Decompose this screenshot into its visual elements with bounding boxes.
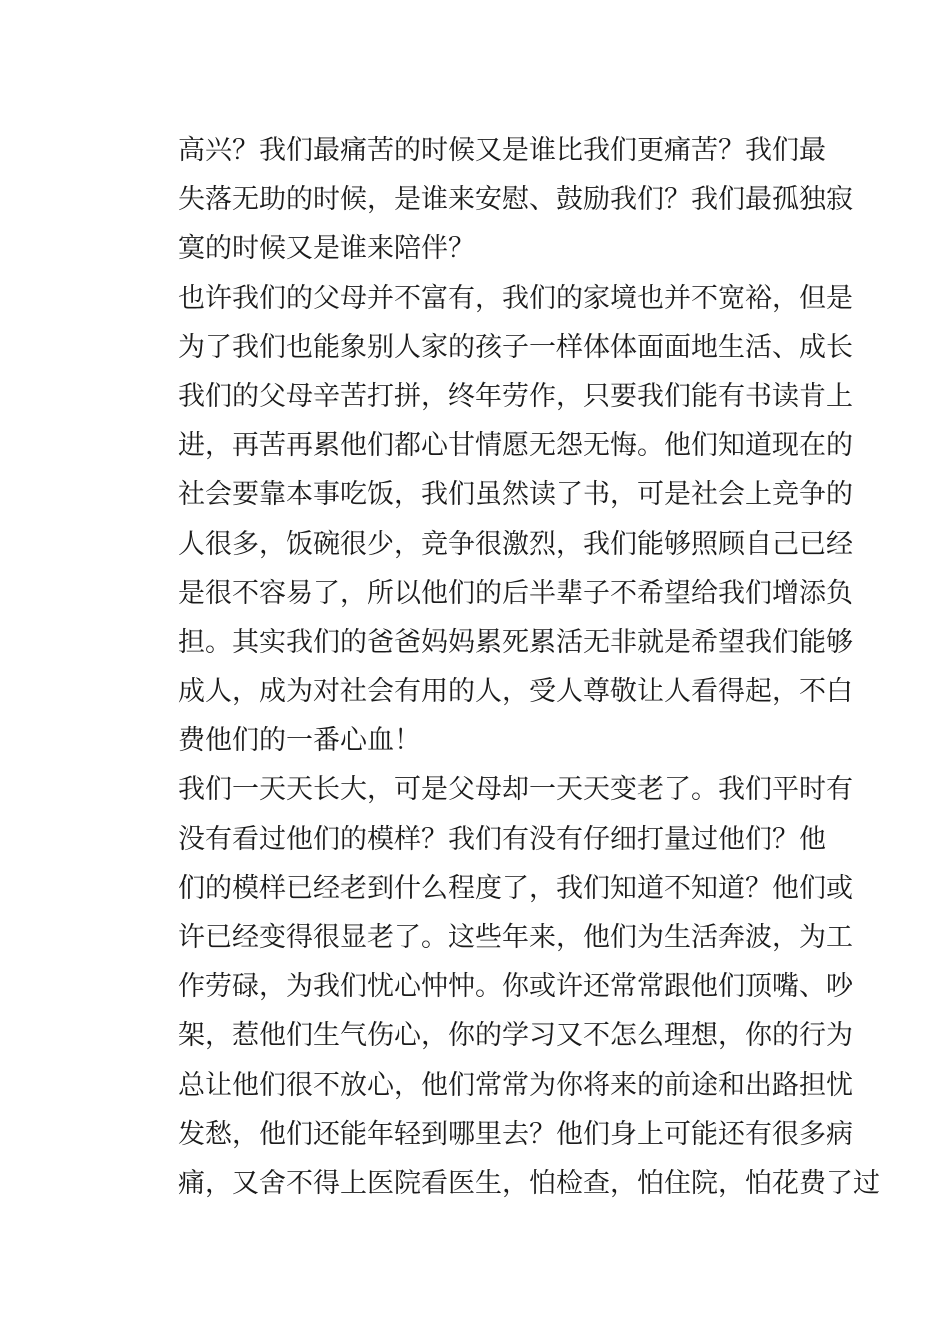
text-line: 发愁，他们还能年轻到哪里去？他们身上可能还有很多病 <box>178 1118 853 1150</box>
text-line: 也许我们的父母并不富有，我们的家境也并不宽裕，但是 <box>178 282 853 314</box>
text-line: 费他们的一番心血！ <box>178 725 421 757</box>
text-line: 们的模样已经老到什么程度了，我们知道不知道？他们或 <box>178 872 853 904</box>
text-line: 失落无助的时候，是谁来安慰、鼓励我们？我们最孤独寂 <box>178 184 853 216</box>
text-line: 许已经变得很显老了。这些年来，他们为生活奔波，为工 <box>178 922 853 953</box>
text-line: 人很多，饭碗很少，竞争很激烈，我们能够照顾自己已经 <box>178 528 853 560</box>
text-line: 我们的父母辛苦打拼，终年劳作，只要我们能有书读肯上 <box>178 380 853 412</box>
text-line: 架，惹他们生气伤心，你的学习又不怎么理想，你的行为 <box>178 1020 853 1052</box>
text-line: 为了我们也能象别人家的孩子一样体体面面地生活、成长 <box>178 331 853 363</box>
text-line: 总让他们很不放心，他们常常为你将来的前途和出路担忧 <box>178 1069 853 1101</box>
text-line: 成人，成为对社会有用的人，受人尊敬让人看得起，不白 <box>178 676 853 708</box>
text-line: 高兴？我们最痛苦的时候又是谁比我们更痛苦？我们最 <box>178 135 826 166</box>
text-line: 痛，又舍不得上医院看医生，怕检查，怕住院，怕花费了过 <box>178 1167 880 1199</box>
text-line: 寞的时候又是谁来陪伴？ <box>178 233 475 265</box>
text-line: 进，再苦再累他们都心甘情愿无怨无悔。他们知道现在的 <box>178 430 853 462</box>
text-line: 作劳碌，为我们忧心忡忡。你或许还常常跟他们顶嘴、吵 <box>178 971 853 1003</box>
text-line: 我们一天天长大，可是父母却一天天变老了。我们平时有 <box>178 774 853 806</box>
body-text <box>178 126 880 1208</box>
text-line: 没有看过他们的模样？我们有没有仔细打量过他们？他 <box>178 823 826 855</box>
text-line: 社会要靠本事吃饭，我们虽然读了书，可是社会上竞争的 <box>178 479 853 511</box>
text-line: 担。其实我们的爸爸妈妈累死累活无非就是希望我们能够 <box>178 626 853 658</box>
text-line: 是很不容易了，所以他们的后半辈子不希望给我们增添负 <box>178 577 853 609</box>
